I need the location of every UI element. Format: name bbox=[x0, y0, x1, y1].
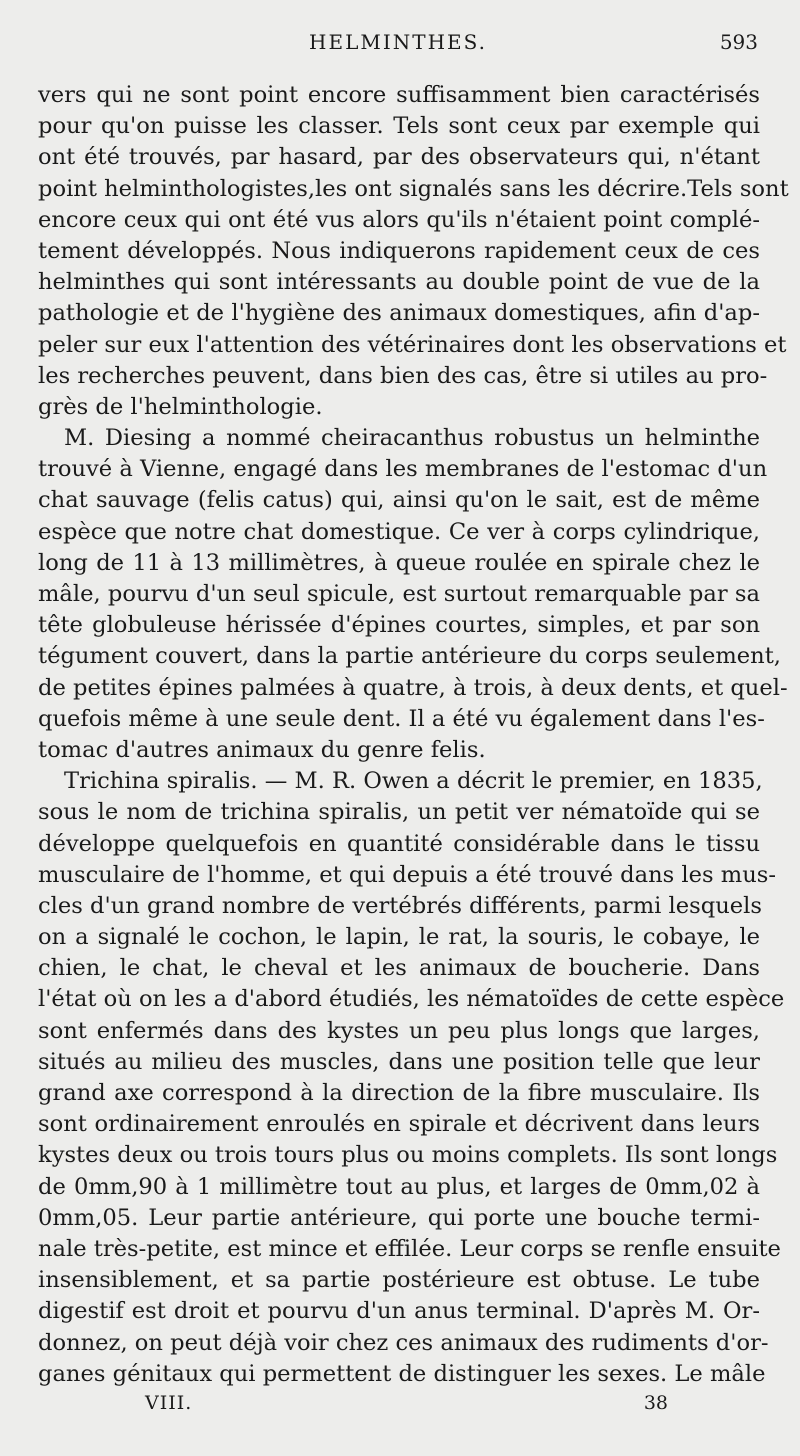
text-line: tégument couvert, dans la partie antérieure du corps seulement, bbox=[38, 643, 781, 670]
page-number: 593 bbox=[719, 30, 758, 54]
text-line: mâle, pourvu d'un seul spicule, est surtout remarquable par sa bbox=[38, 581, 760, 607]
folio-number: 38 bbox=[643, 1392, 668, 1414]
text-line: cles d'un grand nombre de vertébrés différents, parmi lesquels bbox=[38, 892, 762, 919]
text-line: grès de l'helminthologie. bbox=[38, 393, 323, 420]
text-line: développe quelquefois en quantité considérable dans le tissu bbox=[38, 830, 760, 857]
text-line: ganes génitaux qui permettent de distinguer les sexes. Le mâle bbox=[38, 1360, 766, 1387]
page-footer bbox=[145, 1392, 668, 1422]
text-line: sous le nom de trichina spiralis, un petit ver nématoïde qui se bbox=[38, 799, 760, 826]
body-text bbox=[38, 80, 789, 1390]
text-line: point helminthologistes,les ont signalés sans les décrire.Tels sont bbox=[38, 175, 789, 202]
text-line: tement développés. Nous indiquerons rapidement ceux de ces bbox=[38, 237, 760, 264]
text-line: tomac d'autres animaux du genre felis. bbox=[38, 736, 486, 763]
signature-mark: VIII. bbox=[145, 1392, 193, 1414]
running-title: HELMINTHES. bbox=[309, 30, 487, 54]
text-line: quefois même à une seule dent. Il a été vu également dans l'es- bbox=[38, 705, 765, 732]
text-line: chien, le chat, le cheval et les animaux de boucherie. Dans bbox=[38, 955, 760, 982]
text-line: insensiblement, et sa partie postérieure est obtuse. Le tube bbox=[38, 1267, 760, 1294]
text-line: chat sauvage (felis catus) qui, ainsi qu'on le sait, est de même bbox=[38, 487, 760, 514]
text-line: les recherches peuvent, dans bien des cas, être si utiles au pro- bbox=[38, 362, 768, 389]
text-line: vers qui ne sont point encore suffisamment bien caractérisés bbox=[38, 82, 760, 108]
text-line: pour qu'on puisse les classer. Tels sont ceux par exemple qui bbox=[38, 113, 760, 140]
text-line: peler sur eux l'attention des vétérinaires dont les observations et bbox=[38, 331, 787, 358]
text-line: musculaire de l'homme, et qui depuis a été trouvé dans les mus- bbox=[38, 861, 776, 888]
text-line: on a signalé le cochon, le lapin, le rat, la souris, le cobaye, le bbox=[38, 924, 760, 951]
text-line: l'état où on les a d'abord étudiés, les nématoïdes de cette espèce bbox=[38, 986, 785, 1013]
text-line: espèce que notre chat domestique. Ce ver à corps cylindrique, bbox=[38, 518, 760, 545]
text-line: de petites épines palmées à quatre, à trois, à deux dents, et quel- bbox=[38, 674, 788, 701]
text-line: helminthes qui sont intéressants au double point de vue de la bbox=[38, 269, 760, 296]
text-line: nale très-petite, est mince et effilée. Leur corps se renfle ensuite bbox=[38, 1235, 781, 1262]
text-line: 0mm,05. Leur partie antérieure, qui porte une bouche termi- bbox=[38, 1204, 760, 1231]
text-line: grand axe correspond à la direction de la fibre musculaire. Ils bbox=[38, 1080, 760, 1106]
text-line: tête globuleuse hérissée d'épines courtes, simples, et par son bbox=[38, 612, 760, 639]
text-line: sont ordinairement enroulés en spirale et décrivent dans leurs bbox=[38, 1111, 760, 1138]
text-line: M. Diesing a nommé cheiracanthus robustus un helminthe bbox=[64, 425, 760, 452]
running-head bbox=[38, 30, 758, 64]
text-line: situés au milieu des muscles, dans une position telle que leur bbox=[38, 1048, 760, 1075]
text-line: sont enfermés dans des kystes un peu plus longs que larges, bbox=[38, 1017, 760, 1044]
text-line: digestif est droit et pourvu d'un anus terminal. D'après M. Or- bbox=[38, 1298, 760, 1325]
text-line: ont été trouvés, par hasard, par des observateurs qui, n'étant bbox=[38, 144, 760, 171]
text-line: Trichina spiralis. — M. R. Owen a décrit le premier, en 1835, bbox=[64, 768, 763, 795]
text-line: de 0mm,90 à 1 millimètre tout au plus, et larges de 0mm,02 à bbox=[38, 1173, 760, 1200]
text-line: kystes deux ou trois tours plus ou moins complets. Ils sont longs bbox=[38, 1142, 778, 1169]
text-line: donnez, on peut déjà voir chez ces animaux des rudiments d'or- bbox=[38, 1329, 769, 1356]
text-line: long de 11 à 13 millimètres, à queue roulée en spirale chez le bbox=[38, 549, 760, 576]
text-line: encore ceux qui ont été vus alors qu'ils n'étaient point complé- bbox=[38, 206, 760, 233]
text-line: pathologie et de l'hygiène des animaux domestiques, afin d'ap- bbox=[38, 300, 760, 327]
text-line: trouvé à Vienne, engagé dans les membranes de l'estomac d'un bbox=[38, 456, 768, 483]
